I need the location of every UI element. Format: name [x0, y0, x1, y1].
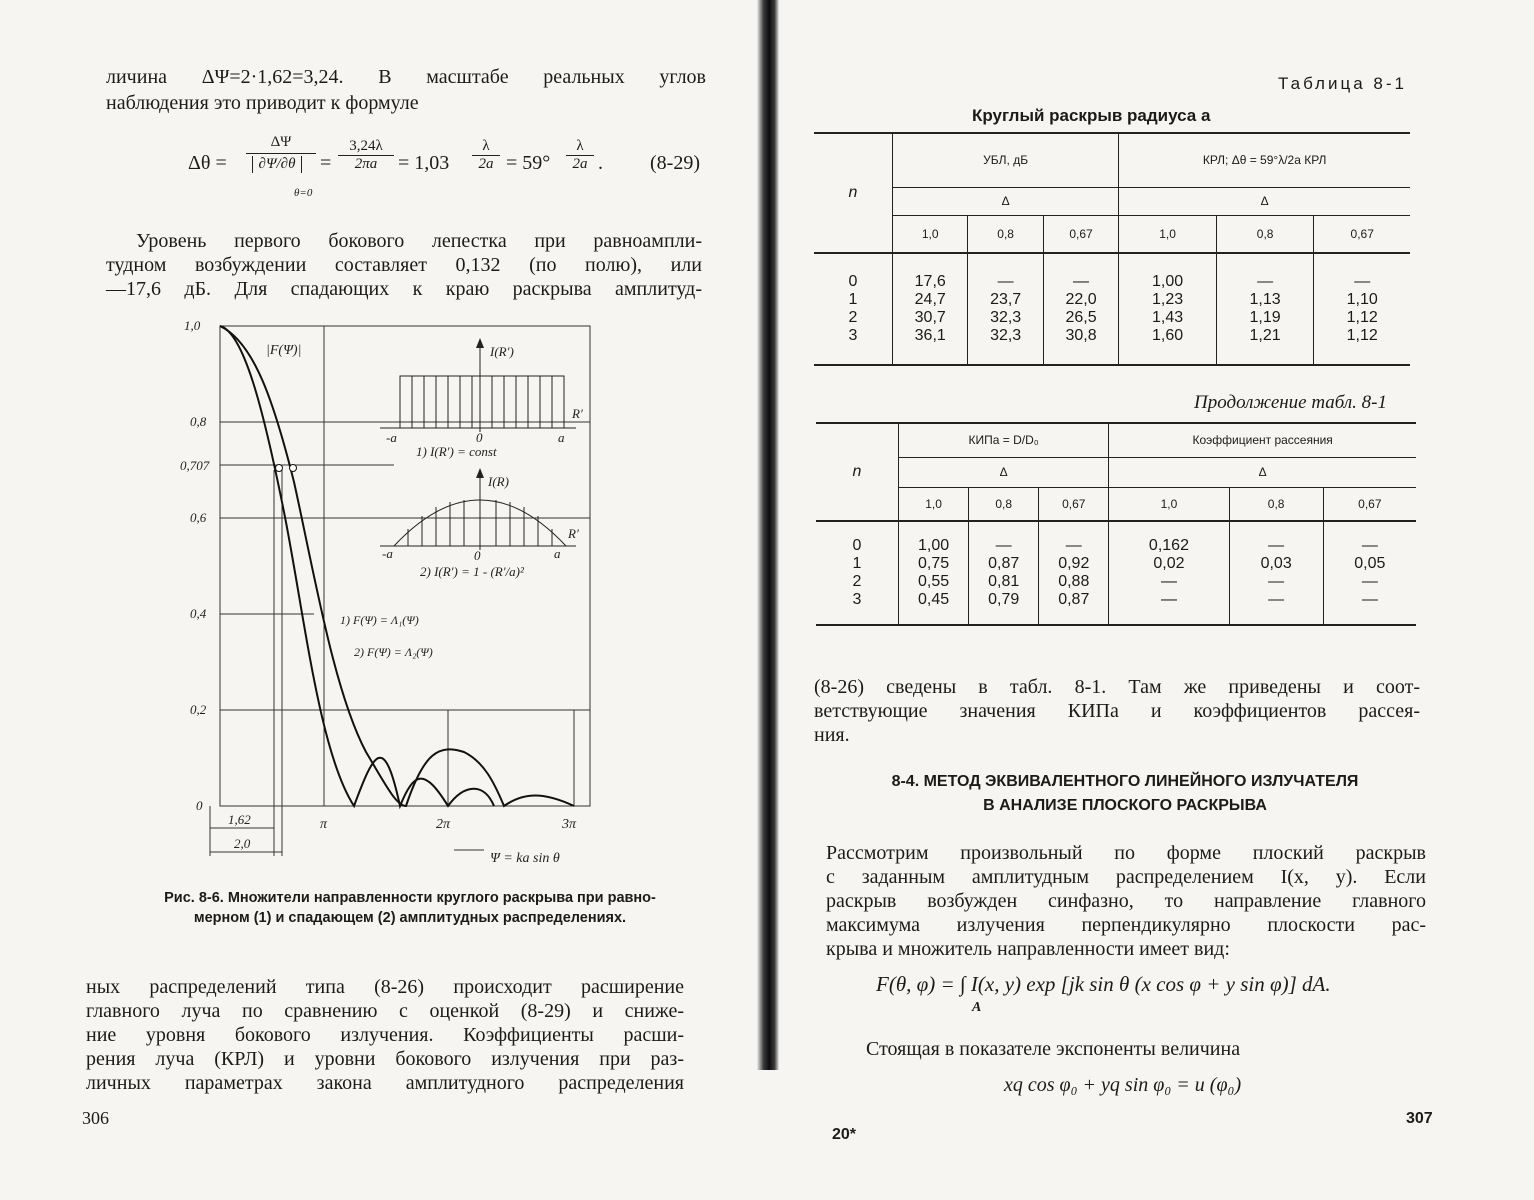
y-tick-label: 0,6 [190, 510, 207, 525]
figure-caption: мерном (1) и спадающем (2) амплитудных распределениях. [193, 910, 627, 926]
table-cell: — 0,87 0,81 0,79 [969, 521, 1039, 625]
function-label: |F(Ψ)| [266, 343, 302, 358]
dim-label: 2,0 [234, 836, 251, 851]
table-cell: — 22,0 26,5 30,8 [1043, 253, 1118, 365]
text-line: ветствующие значения КИПа и коэффициентов рассея- [814, 700, 1420, 722]
table-cell: — 0,92 0,88 0,87 [1039, 521, 1109, 625]
svg-text:0: 0 [476, 430, 483, 445]
x-tick-label: 3π [562, 817, 577, 832]
y-tick-label: 0,4 [190, 606, 207, 621]
x-tick-label: π [320, 817, 328, 832]
subcolumn-header: 0,67 [1358, 496, 1382, 511]
svg-text:1) I(R′) = const: 1) I(R′) = const [416, 444, 497, 459]
y-tick-label: 1,0 [184, 318, 201, 333]
svg-text:-a: -a [382, 546, 393, 561]
subcolumn-header: 1,0 [893, 215, 968, 253]
page-number: 307 [1406, 1110, 1433, 1127]
inset-tapered [380, 468, 579, 579]
table-continuation: Продолжение табл. 8-1 [1194, 392, 1388, 413]
column-header: Δ [899, 457, 1109, 487]
subcolumn-header: 0,8 [1216, 215, 1314, 253]
y-tick-label: 0,707 [180, 458, 210, 473]
svg-text:-a: -a [386, 430, 397, 445]
y-tick-label: 0,2 [190, 702, 207, 717]
svg-text:2) I(R′) = 1 - (R′/a)²: 2) I(R′) = 1 - (R′/a)² [420, 564, 524, 579]
text-line: Рассмотрим произвольный по форме плоский раскрыв [826, 842, 1426, 864]
svg-text:a: a [554, 546, 561, 561]
svg-text:I(R′): I(R′) [490, 344, 514, 359]
subcolumn-header: 0,67 [1350, 226, 1374, 241]
subcolumn-header: 0,67 [1043, 215, 1118, 253]
figure-caption: Рис. 8-6. Множители направленности круглого раскрыва при равно- [164, 890, 656, 906]
subcolumn-header: 0,67 [1039, 487, 1109, 521]
intersection-marker [276, 465, 283, 472]
svg-text:R′: R′ [568, 526, 579, 541]
table-cell: — 1,13 1,19 1,21 [1216, 253, 1314, 365]
text-line: наблюдения это приводит к формуле [106, 92, 419, 114]
text-line: (8-26) сведены в табл. 8-1. Там же приведены и соот- [814, 676, 1420, 698]
table-cell: — 23,7 32,3 32,3 [968, 253, 1043, 365]
column-header: n [816, 423, 899, 521]
page-number: 306 [82, 1108, 109, 1128]
column-group-header: КИПa = D/D₀ [899, 423, 1109, 457]
inset-uniform [380, 338, 583, 459]
formula-directivity: F(θ, φ) = ∫ I(x, y) exp [jk sin θ (x cos φ + y sin φ)] dA. [876, 972, 1331, 996]
svg-text:I(R): I(R) [488, 474, 509, 489]
table-cell: 0 1 2 3 [816, 521, 899, 625]
table-label: Таблица 8-1 [1278, 74, 1407, 93]
subcolumn-header: 1,0 [899, 487, 969, 521]
table-cell: 1,00 0,75 0,55 0,45 [899, 521, 969, 625]
column-header: n [814, 133, 893, 253]
text-line: ных распределений типа (8-26) происходит расширение [86, 976, 684, 998]
book-spine [757, 0, 779, 1070]
subcolumn-header: 0,8 [968, 215, 1043, 253]
formula-8-29: Δθ = ΔΨ ∂Ψ/∂θ θ=0 = 3,24λ 2πa = 1,03 λ 2a = 59° λ 2a . (8-29) [188, 134, 700, 199]
column-group-header: КРЛ; Δθ = 59°λ/2a КРЛ [1119, 133, 1410, 187]
text-line: ния. [814, 724, 850, 746]
subcolumn-header: 0,8 [969, 487, 1039, 521]
text-line: личина ΔΨ=2·1,62=3,24. В масштабе реальных углов [106, 66, 706, 88]
svg-text:R′: R′ [572, 406, 583, 421]
table-cell: 1,00 1,23 1,43 1,60 [1119, 253, 1217, 365]
table-cell: 0 1 2 3 [814, 253, 893, 365]
column-header: Δ [1119, 187, 1410, 215]
curve-label: 2) F(Ψ) = Λ₂(Ψ) [354, 645, 433, 659]
subcolumn-header: 0,8 [1229, 487, 1323, 521]
text-line: крыва и множитель направленности имеет вид: [826, 938, 1230, 960]
text-line: Стоящая в показателе экспоненты величина [866, 1038, 1241, 1060]
svg-text:0: 0 [474, 548, 481, 563]
column-header: Δ [893, 187, 1119, 215]
formula-u: xq cos φ₀ + yq sin φ₀ = u (φ₀) [1004, 1074, 1242, 1096]
signature-mark: 20* [832, 1126, 857, 1143]
x-axis-label: Ψ = ka sin θ [490, 851, 560, 866]
table-cell: 17,6 24,7 30,7 36,1 [893, 253, 968, 365]
text-line: личных параметрах закона амплитудного распределения [86, 1072, 684, 1094]
table-title: Круглый раскрыв радиуса a [972, 106, 1211, 125]
table-cell: 0,162 0,02 — — [1109, 521, 1229, 625]
text-line: ние уровня бокового излучения. Коэффициенты расши- [86, 1024, 684, 1046]
text-line: тудном возбуждении составляет 0,132 (по полю), или [106, 254, 702, 276]
table-cell: — 1,10 1,12 1,12 [1346, 273, 1378, 344]
section-title: 8-4. МЕТОД ЭКВИВАЛЕНТНОГО ЛИНЕЙНОГО ИЗЛУЧАТЕЛЯ [891, 773, 1359, 790]
text-line: —17,6 дБ. Для спадающих к краю раскрыва амплитуд- [106, 278, 702, 300]
table-8-1-continued [816, 422, 1416, 626]
figure-8-6 [180, 312, 604, 872]
text-line: с заданным амплитудным распределением I(x, y). Если [826, 866, 1426, 888]
text-line: Уровень первого бокового лепестка при равноампли- [136, 230, 702, 252]
y-tick-label: 0,8 [190, 414, 207, 429]
formula-subscript: A [972, 1000, 982, 1015]
table-8-1 [814, 132, 1410, 366]
svg-text:a: a [558, 430, 565, 445]
text-line: раскрыв возбужден синфазно, то направление главного [826, 890, 1426, 912]
text-line: рения луча (КРЛ) и уровни бокового излучения при раз- [86, 1048, 684, 1070]
section-title: В АНАЛИЗЕ ПЛОСКОГО РАСКРЫВА [983, 797, 1267, 814]
table-cell: — 0,05 — — [1354, 537, 1386, 608]
text-line: главного луча по сравнению с оценкой (8-29) и сниже- [86, 1000, 684, 1022]
dim-label: 1,62 [228, 812, 251, 827]
column-group-header: УБЛ, дБ [893, 133, 1119, 187]
subcolumn-header: 1,0 [1109, 487, 1229, 521]
column-group-header: Коэффициент рассеяния [1109, 423, 1416, 457]
x-tick-label: 2π [436, 817, 451, 832]
table-cell: — 0,03 — — [1229, 521, 1323, 625]
y-tick-label: 0 [196, 798, 203, 813]
column-header: Δ [1109, 457, 1416, 487]
plot-frame [220, 326, 590, 806]
text-line: максимума излучения перпендикулярно плоскости рас- [826, 914, 1426, 936]
curve-label: 1) F(Ψ) = Λ₁(Ψ) [340, 613, 419, 627]
intersection-marker [290, 465, 297, 472]
subcolumn-header: 1,0 [1119, 215, 1217, 253]
